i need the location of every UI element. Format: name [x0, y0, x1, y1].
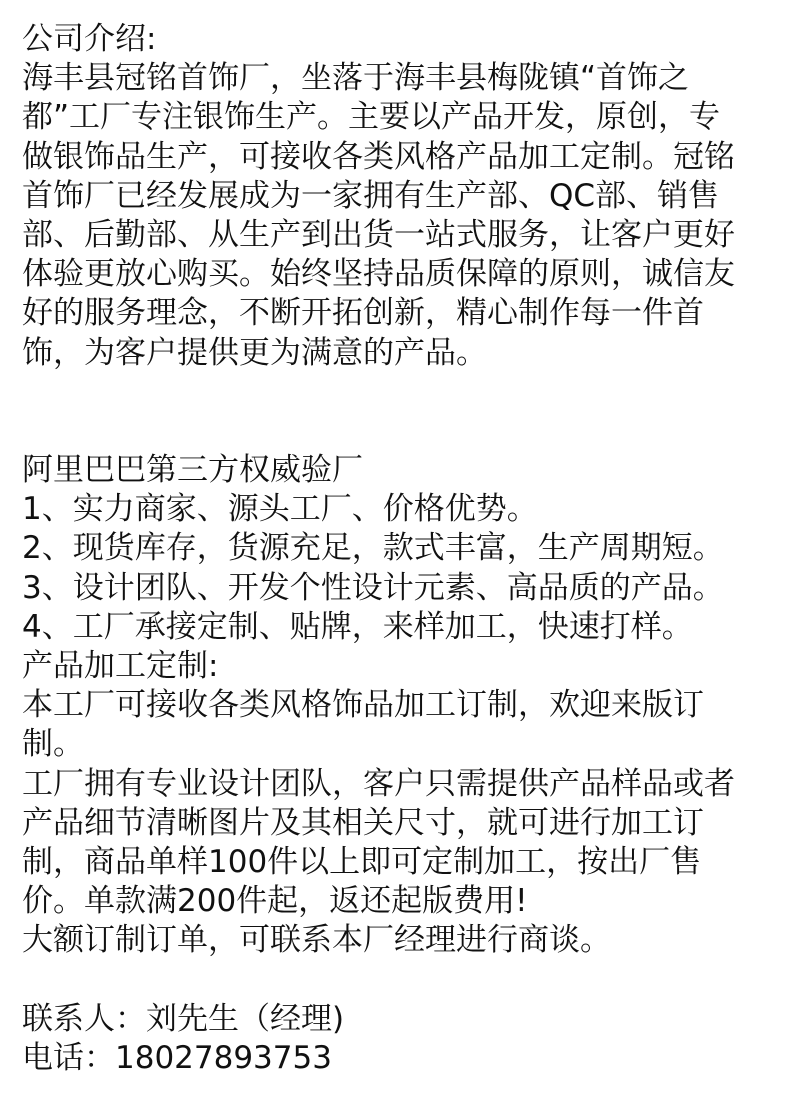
intro-line: 部、后勤部、从生产到出货一站式服务，让客户更好 — [22, 216, 735, 253]
intro-line: 体验更放心购买。始终坚持品质保障的原则，诚信友 — [22, 256, 735, 293]
section-spacer — [22, 961, 770, 1000]
customization-line: 产品细节清晰图片及其相关尺寸，就可进行加工订 — [22, 804, 704, 841]
contact-phone: 电话：18027893753 — [22, 1039, 332, 1076]
intro-line: 饰，为客户提供更为满意的产品。 — [22, 334, 487, 371]
customization-line: 工厂拥有专业设计团队，客户只需提供产品样品或者 — [22, 765, 735, 802]
customization-line: 制，商品单样100件以上即可定制加工，按出厂售 — [22, 843, 702, 880]
intro-line: 海丰县冠铭首饰厂，坐落于海丰县梅陇镇“首饰之 — [22, 60, 690, 97]
intro-section — [22, 20, 770, 373]
advantage-item: 3、设计团队、开发个性设计元素、高品质的产品。 — [22, 569, 724, 606]
customization-heading: 产品加工定制: — [22, 648, 219, 685]
customization-line: 本工厂可接收各类风格饰品加工订制，欢迎来版订 — [22, 687, 704, 724]
contact-person: 联系人：刘先生（经理) — [22, 1000, 345, 1037]
section-spacer — [22, 373, 770, 451]
advantage-item: 2、现货库存，货源充足，款式丰富，生产周期短。 — [22, 530, 724, 567]
advantage-item: 1、实力商家、源头工厂、价格优势。 — [22, 491, 538, 528]
contact-section — [22, 1000, 770, 1078]
customization-line: 制。 — [22, 726, 84, 763]
intro-line: 首饰厂已经发展成为一家拥有生产部、QC部、销售 — [22, 177, 720, 214]
advantages-heading: 阿里巴巴第三方权威验厂 — [22, 452, 363, 489]
advantages-section — [22, 451, 770, 647]
intro-line: 都”工厂专注银饰生产。主要以产品开发，原创，专 — [22, 99, 721, 136]
customization-section — [22, 647, 770, 961]
intro-heading: 公司介绍: — [22, 21, 157, 57]
intro-line: 做银饰品生产，可接收各类风格产品加工定制。冠铭 — [22, 138, 735, 175]
customization-line: 价。单款满200件起，返还起版费用! — [22, 883, 528, 920]
customization-line: 大额订制订单，可联系本厂经理进行商谈。 — [22, 922, 611, 959]
advantage-item: 4、工厂承接定制、贴牌，来样加工，快速打样。 — [22, 608, 693, 645]
intro-line: 好的服务理念，不断开拓创新，精心制作每一件首 — [22, 295, 704, 332]
